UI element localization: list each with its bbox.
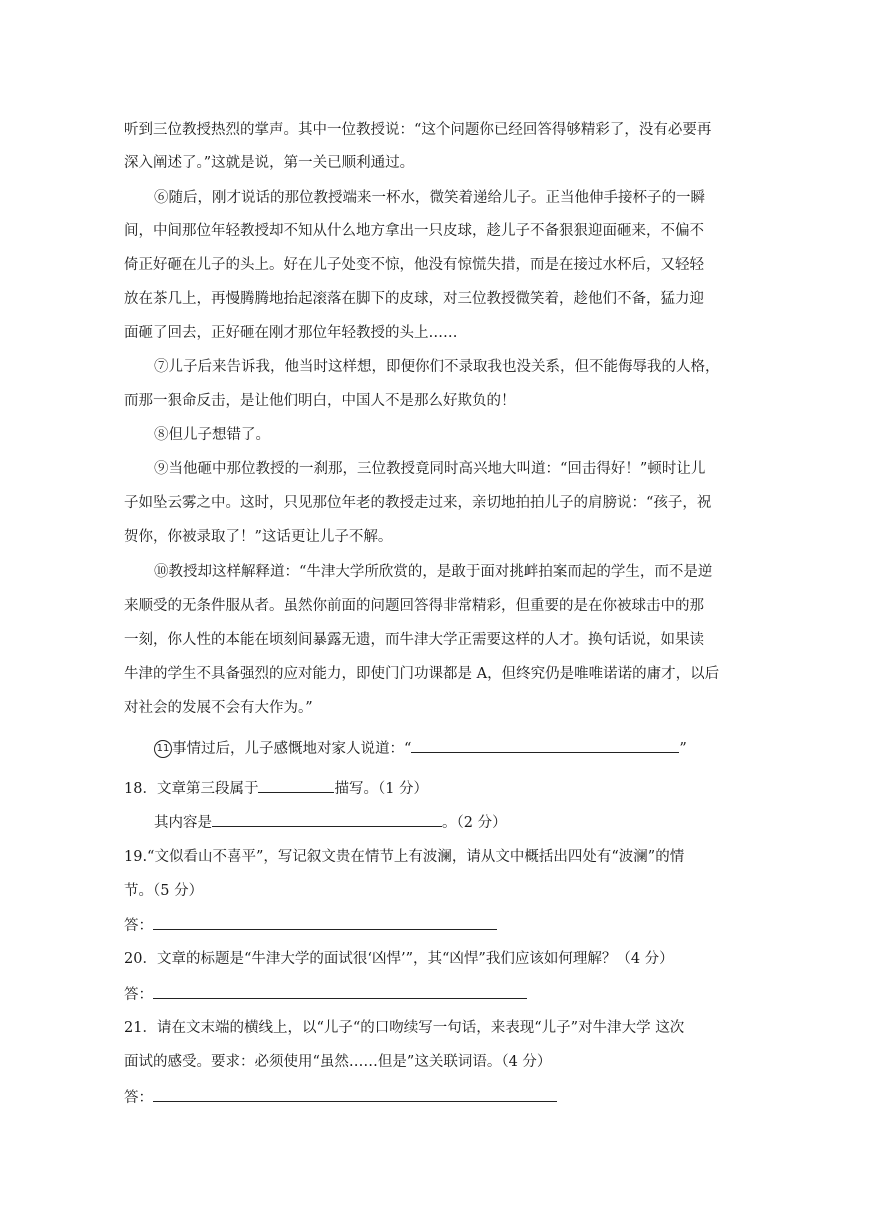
paragraph-11-number: 11	[154, 740, 172, 758]
paragraph-5-line-1: 听到三位教授热烈的掌声。其中一位教授说：“这个问题你已经回答得够精彩了，没有必要再	[124, 122, 712, 138]
question-20-answer	[124, 984, 527, 1005]
paragraph-9-line-3: 贺你，你被录取了！”这话更让儿子不解。	[124, 529, 393, 545]
paragraph-6-line-4: 放在茶几上，再慢腾腾地抬起滚落在脚下的皮球，对三位教授微笑着，趁他们不备，猛力迎	[124, 291, 704, 307]
question-20-line-1: 20．文章的标题是“牛津大学的面试很‘凶悍’”，其“凶悍”我们应该如何理解？（4 分）	[124, 951, 674, 967]
question-18-score: 。（2 分）	[442, 815, 507, 831]
paragraph-10-line-5: 对社会的发展不会有大作为。”	[124, 700, 313, 716]
question-19-answer	[124, 915, 497, 936]
question-18-prefix: 18．文章第三段属于	[124, 781, 259, 797]
question-21-line-2: 面试的感受。要求：必须使用“虽然……但是”这关联词语。（4 分）	[124, 1054, 552, 1070]
question-19-answer-blank[interactable]	[153, 915, 497, 930]
paragraph-7-line-1: ⑦儿子后来告诉我，他当时这样想，即便你们不录取我也没关系，但不能侮辱我的人格，	[154, 359, 720, 375]
paragraph-6-line-5: 面砸了回去，正好砸在刚才那位年轻教授的头上……	[124, 325, 458, 341]
question-21-answer	[124, 1087, 557, 1108]
question-19-line-1: 19.“文似看山不喜平”，写记叙文贵在情节上有波澜，请从文中概括出四处有“波澜”的情	[124, 849, 685, 865]
paragraph-11-text: 事情过后，儿子感慨地对家人说道：“	[172, 741, 412, 757]
question-20-answer-label: 答：	[124, 987, 153, 1003]
question-19-line-2: 节。（5 分）	[124, 883, 204, 899]
paragraph-9-line-2: 子如坠云雾之中。这时，只见那位年老的教授走过来，亲切地拍拍儿子的肩膀说：“孩子，祝	[124, 495, 712, 511]
paragraph-10-line-4: 牛津的学生不具备强烈的应对能力，即使门门功课都是 A，但终究仍是唯唯诺诺的庸才，以后	[124, 666, 720, 682]
question-21-answer-blank[interactable]	[153, 1087, 557, 1102]
paragraph-10-line-3: 一刻，你人性的本能在顷刻间暴露无遗，而牛津大学正需要这样的人才。换句话说，如果读	[124, 632, 704, 648]
paragraph-6-line-1: ⑥随后，刚才说话的那位教授端来一杯水，微笑着递给儿子。正当他伸手接杯子的一瞬	[154, 190, 705, 206]
paragraph-11	[154, 738, 687, 759]
paragraph-10-line-2: 来顺受的无条件服从者。虽然你前面的问题回答得非常精彩，但重要的是在你被球击中的那	[124, 598, 704, 614]
question-18-suffix: 描写。（1 分）	[334, 781, 429, 797]
paragraph-6-line-3: 倚正好砸在儿子的头上。好在儿子处变不惊，他没有惊慌失措，而是在接过水杯后，又轻轻	[124, 257, 704, 273]
paragraph-11-close-quote: ”	[679, 741, 687, 757]
question-20-answer-blank[interactable]	[153, 984, 527, 999]
question-18-line-2	[154, 812, 507, 833]
question-18-blank-1[interactable]	[258, 778, 334, 793]
paragraph-9-line-1: ⑨当他砸中那位教授的一刹那，三位教授竟同时高兴地大叫道：“回击得好！”顿时让儿	[154, 461, 706, 477]
paragraph-7-line-2: 而那一狠命反击，是让他们明白，中国人不是那么好欺负的！	[124, 393, 516, 409]
question-21-answer-label: 答：	[124, 1090, 153, 1106]
question-18-content-label: 其内容是	[154, 815, 212, 831]
paragraph-8-line-1: ⑧但儿子想错了。	[154, 427, 270, 443]
question-21-line-1: 21．请在文末端的横线上，以“儿子“的口吻续写一句话，来表现“儿子”对牛津大学 这次	[124, 1020, 685, 1036]
question-18-line-1	[124, 778, 428, 799]
paragraph-5-line-2: 深入阐述了。”这就是说，第一关已顺利通过。	[124, 155, 415, 171]
paragraph-11-answer-blank[interactable]	[411, 738, 679, 753]
paragraph-10-line-1: ⑩教授却这样解释道：“牛津大学所欣赏的，是敢于面对挑衅拍案而起的学生，而不是逆	[154, 564, 713, 580]
question-18-blank-2[interactable]	[212, 812, 442, 827]
paragraph-6-line-2: 间，中间那位年轻教授却不知从什么地方拿出一只皮球，趁儿子不备狠狠迎面砸来，不偏不	[124, 223, 704, 239]
question-19-answer-label: 答：	[124, 918, 153, 934]
